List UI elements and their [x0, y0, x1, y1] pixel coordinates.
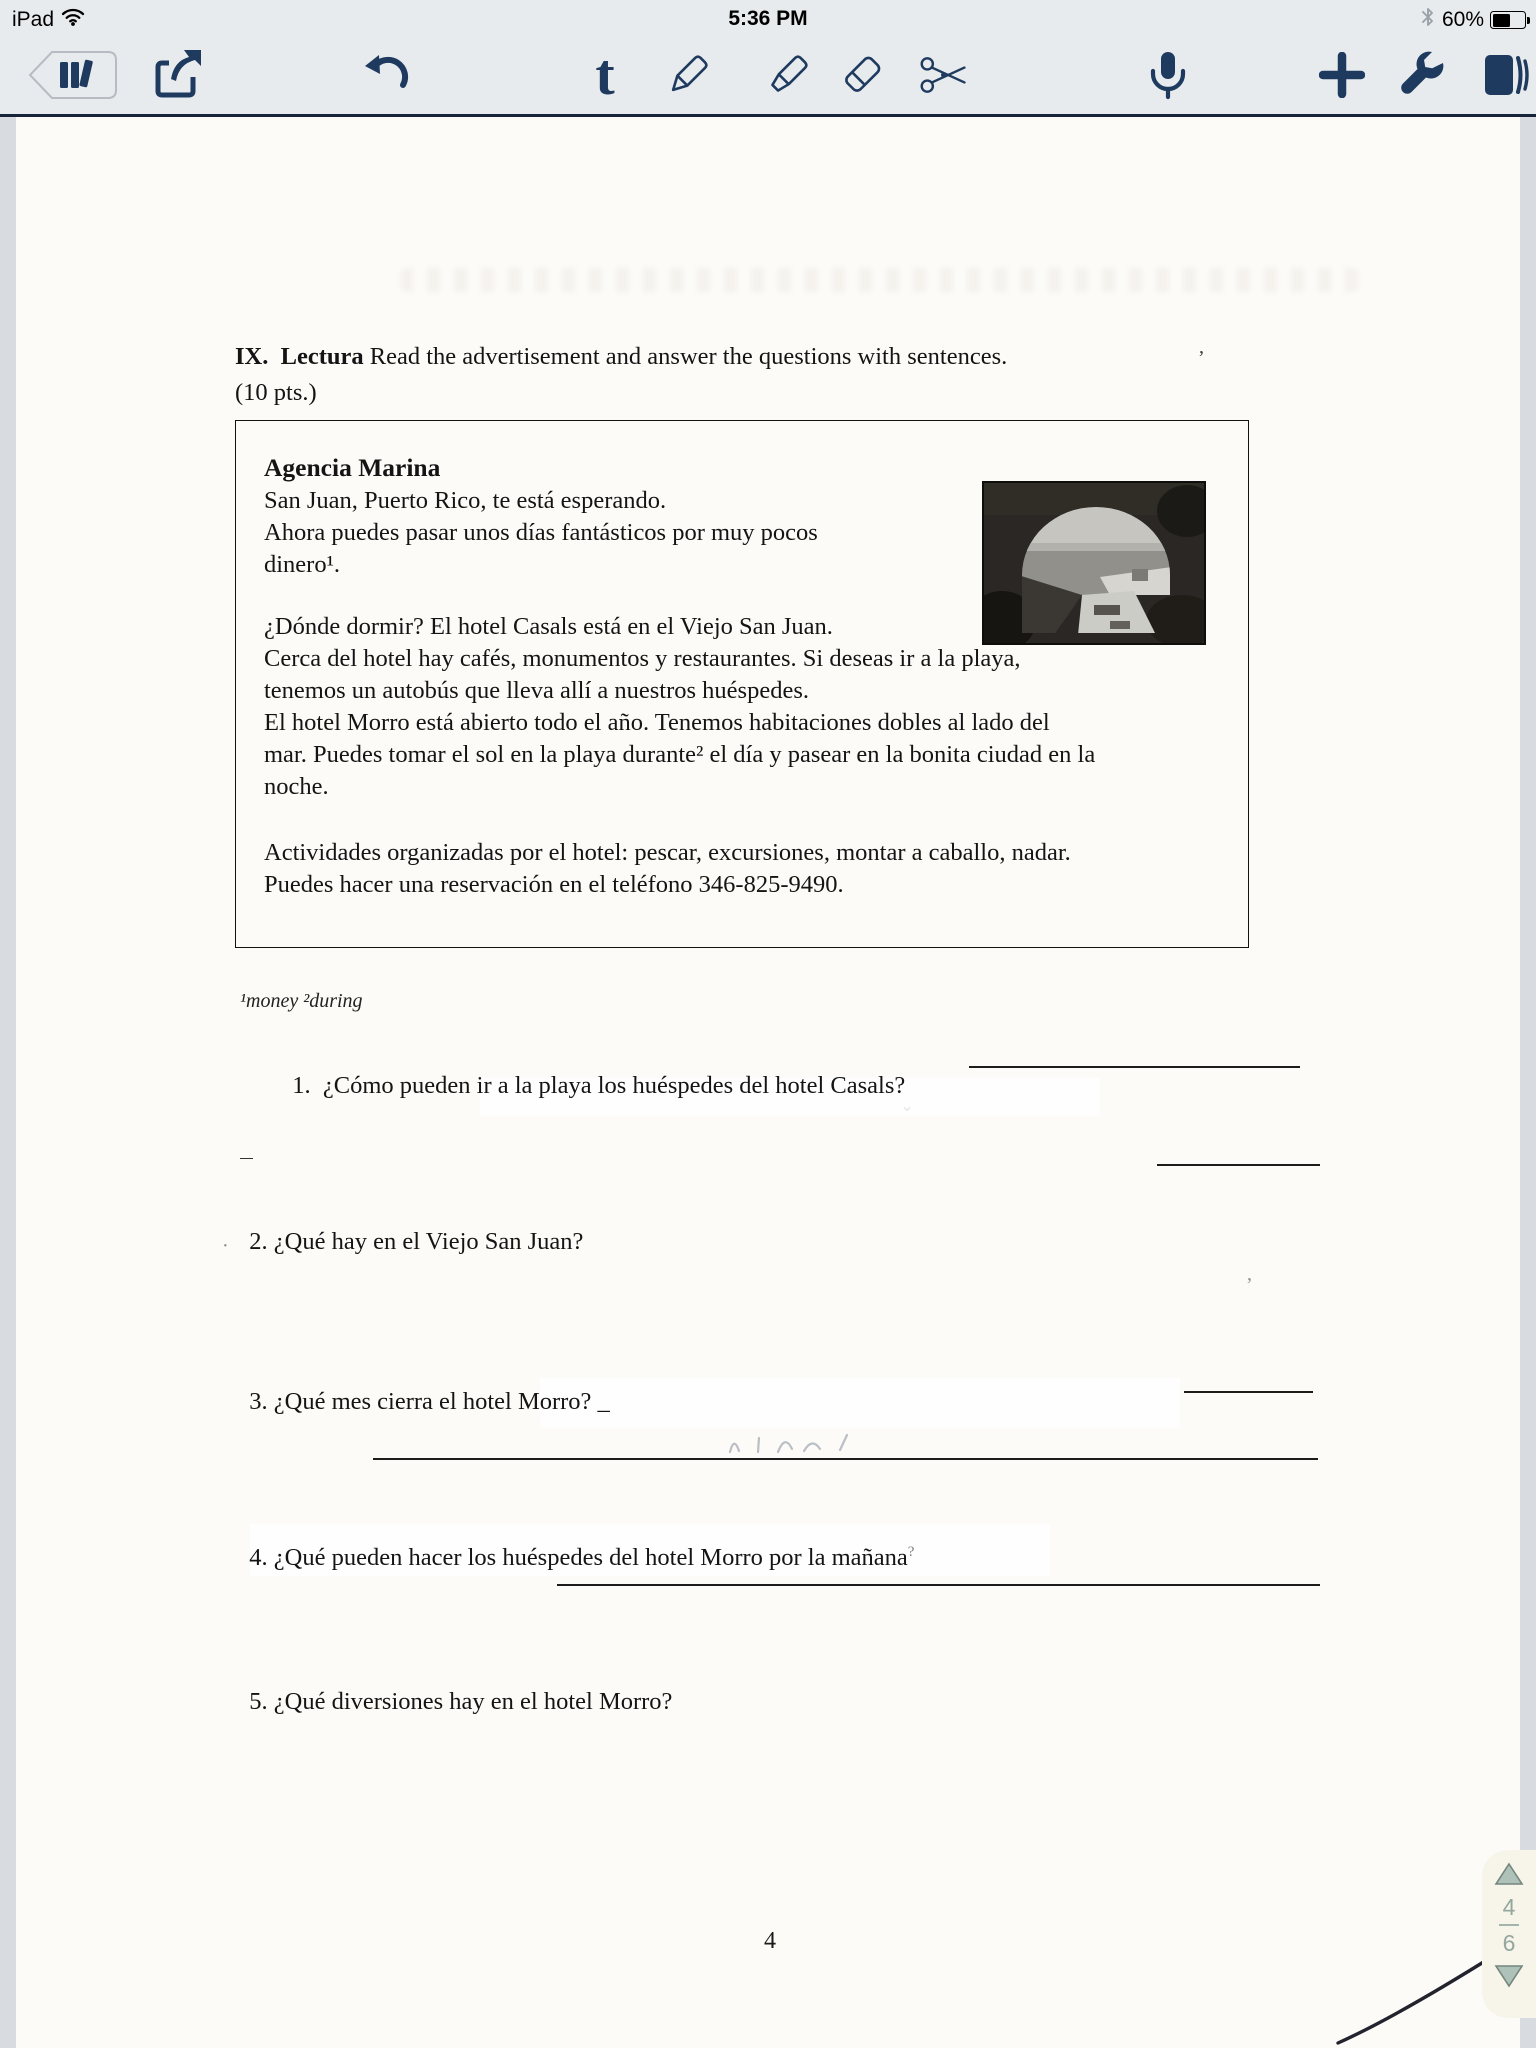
microphone-icon: [1144, 49, 1192, 101]
scan-speck: ·: [222, 1235, 229, 1257]
question-2: [237, 1194, 583, 1258]
eraser-tool-button[interactable]: [836, 44, 888, 106]
question-1: [280, 1038, 905, 1102]
question-2-label: 2.: [249, 1228, 268, 1255]
ad-text-line: Actividades organizadas por el hotel: pescar, excursiones, montar a caballo, nadar.: [264, 839, 1071, 866]
pages-icon: [1481, 50, 1531, 100]
section-numeral: IX.: [235, 343, 269, 370]
share-icon: [153, 49, 203, 101]
ad-photo: [982, 481, 1206, 650]
question-5: [237, 1654, 672, 1718]
ad-text-line: tenemos un autobús que lleva allí a nuestros huéspedes.: [264, 677, 809, 704]
answer-line-q1: [969, 1066, 1300, 1068]
whiteout-patch: [540, 1378, 1180, 1428]
section-title: Lectura: [280, 343, 364, 370]
plus-icon: [1319, 52, 1365, 98]
question-4-label: 4.: [249, 1544, 268, 1572]
answer-line-continuation: [1157, 1164, 1320, 1166]
share-button[interactable]: [152, 44, 204, 106]
undo-button[interactable]: [360, 44, 412, 106]
text-tool-button[interactable]: [579, 44, 631, 106]
question-3-text: ¿Qué mes cierra el hotel Morro? _: [273, 1388, 610, 1415]
ad-text-line: San Juan, Puerto Rico, te está esperando.: [264, 487, 667, 514]
wrench-icon: [1397, 50, 1447, 100]
ad-text-line: noche.: [264, 773, 329, 800]
page-number: 4: [764, 1928, 776, 1954]
answer-line-q3-short: [1184, 1391, 1313, 1393]
pencil-icon: [662, 49, 714, 101]
scissors-icon: [918, 50, 970, 100]
question-1-label: 1.: [292, 1072, 311, 1099]
ad-title: Agencia Marina: [264, 453, 441, 482]
current-page-indicator: 4: [1502, 1894, 1516, 1920]
section-instructions: Read the advertisement and answer the questions with sentences.: [369, 343, 1008, 370]
toolbar: [0, 38, 1536, 117]
stray-dash-mark: [240, 1158, 253, 1159]
question-2-text: ¿Qué hay en el Viejo San Juan?: [273, 1228, 584, 1255]
page-navigator: [1482, 1850, 1536, 2018]
highlighter-icon: [762, 49, 814, 101]
question-3: [237, 1354, 610, 1418]
record-audio-button[interactable]: [1142, 44, 1194, 106]
answer-line-q3-long: [373, 1458, 1318, 1460]
ad-paragraph-3: [264, 837, 1224, 901]
eraser-icon: [836, 49, 888, 101]
ad-text-line: Ahora puedes pasar unos días fantásticos por muy pocos: [264, 519, 818, 546]
clock: 5:36 PM: [728, 7, 808, 30]
ad-text-line: mar. Puedes tomar el sol en la playa durante² el día y pasear en la bonita ciudad en la: [264, 741, 1096, 768]
ad-text-line: Cerca del hotel hay cafés, monumentos y restaurantes. Si deseas ir a la playa,: [264, 645, 1021, 672]
undo-icon: [363, 53, 409, 97]
battery-percent: 60%: [1441, 8, 1484, 31]
question-5-label: 5.: [249, 1688, 268, 1715]
question-4: [237, 1504, 914, 1574]
pencil-tool-button[interactable]: [662, 44, 714, 106]
erased-handwriting-artifact: [700, 1426, 1120, 1456]
question-4-text: ¿Qué pueden hacer los huéspedes del hotel Morro por la mañana: [273, 1544, 908, 1572]
scan-speck: ’: [1198, 347, 1205, 369]
section-points: (10 pts.): [235, 379, 317, 406]
question-4-faint-mark: ?: [907, 1544, 915, 1560]
add-note-button[interactable]: [1316, 44, 1368, 106]
status-bar: [0, 0, 1536, 38]
ad-text-line: ¿Dónde dormir? El hotel Casals está en el Viejo San Juan.: [264, 613, 833, 640]
books-icon: [60, 59, 93, 88]
scissors-tool-button[interactable]: [918, 44, 970, 106]
ad-text-line: dinero¹.: [264, 551, 341, 578]
bluetooth-icon: [1420, 6, 1436, 34]
device-label: iPad: [12, 7, 55, 31]
previous-page-button[interactable]: [1494, 1862, 1524, 1886]
question-3-label: 3.: [249, 1388, 268, 1415]
page-divider: [1499, 1924, 1519, 1926]
pages-button[interactable]: [1480, 44, 1532, 106]
ad-text-line: Puedes hacer una reservación en el teléfono 346-825-9490.: [264, 871, 844, 898]
footnotes: ¹money ²during: [240, 990, 363, 1012]
ad-text-line: El hotel Morro está abierto todo el año. Tenemos habitaciones dobles al lado del: [264, 709, 1050, 736]
highlighter-tool-button[interactable]: [762, 44, 814, 106]
question-5-text: ¿Qué diversiones hay en el hotel Morro?: [273, 1688, 673, 1715]
battery-icon: [1490, 11, 1526, 29]
total-pages-indicator: 6: [1502, 1930, 1516, 1956]
advertisement-box: [235, 420, 1249, 948]
page-bleed-artifact: [400, 268, 1360, 292]
next-page-button[interactable]: [1494, 1964, 1524, 1988]
text-tool-icon: t: [595, 42, 615, 107]
settings-button[interactable]: [1396, 44, 1448, 106]
answer-line-q4: [557, 1584, 1320, 1586]
library-button[interactable]: [22, 44, 122, 106]
section-heading: [235, 341, 1007, 373]
scan-speck: ‚: [1246, 1263, 1253, 1285]
question-1-text: ¿Cómo pueden ir a la playa los huéspedes del hotel Casals?: [322, 1072, 906, 1099]
